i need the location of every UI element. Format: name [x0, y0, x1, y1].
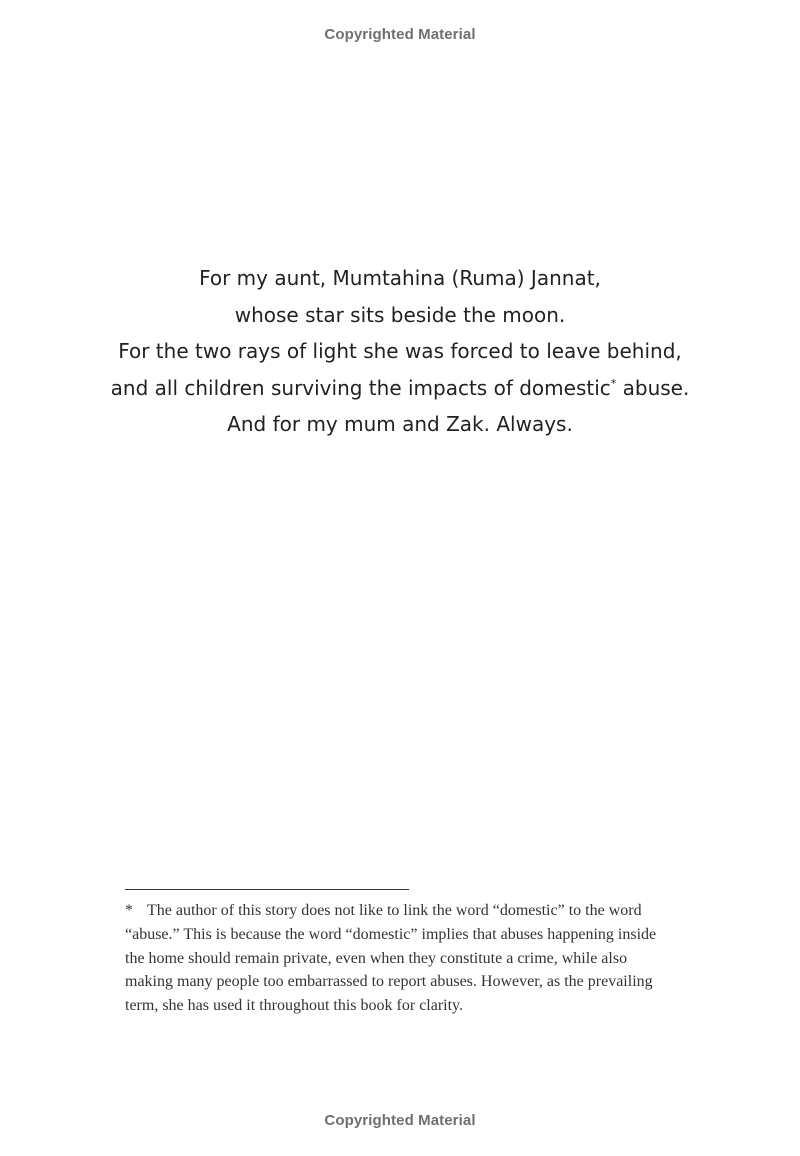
- footnote-divider: [125, 889, 409, 890]
- copyright-footer: Copyrighted Material: [324, 1112, 476, 1129]
- footnote-reference-marker: *: [610, 376, 617, 390]
- dedication-line: And for my mum and Zak. Always.: [227, 412, 573, 436]
- footnote-line-text: The author of this story does not like to link the word “domestic” to the word: [147, 902, 642, 919]
- dedication-line: For the two rays of light she was forced to leave behind,: [118, 339, 682, 363]
- dedication-line: For my aunt, Mumtahina (Ruma) Jannat,: [199, 266, 601, 290]
- footnote-line: “abuse.” This is because the word “domestic” implies that abuses happening inside: [125, 925, 657, 943]
- dedication-line: [60, 370, 740, 407]
- footnote-marker: *: [125, 902, 133, 919]
- dedication-line: whose star sits beside the moon.: [234, 302, 566, 327]
- footnote: [125, 899, 673, 1018]
- footnote-line: making many people too embarrassed to report abuses. However, as the prevailing: [125, 973, 653, 991]
- dedication-line-text: and all children surviving the impacts of domestic: [110, 375, 611, 400]
- footnote-line: term, she has used it throughout this book for clarity.: [125, 997, 464, 1015]
- dedication-text: [60, 260, 740, 443]
- footnote-line: [125, 899, 673, 923]
- footnote-line: the home should remain private, even when they constitute a crime, while also: [125, 949, 628, 967]
- copyright-header: Copyrighted Material: [324, 26, 476, 43]
- dedication-line-text: abuse.: [616, 375, 690, 400]
